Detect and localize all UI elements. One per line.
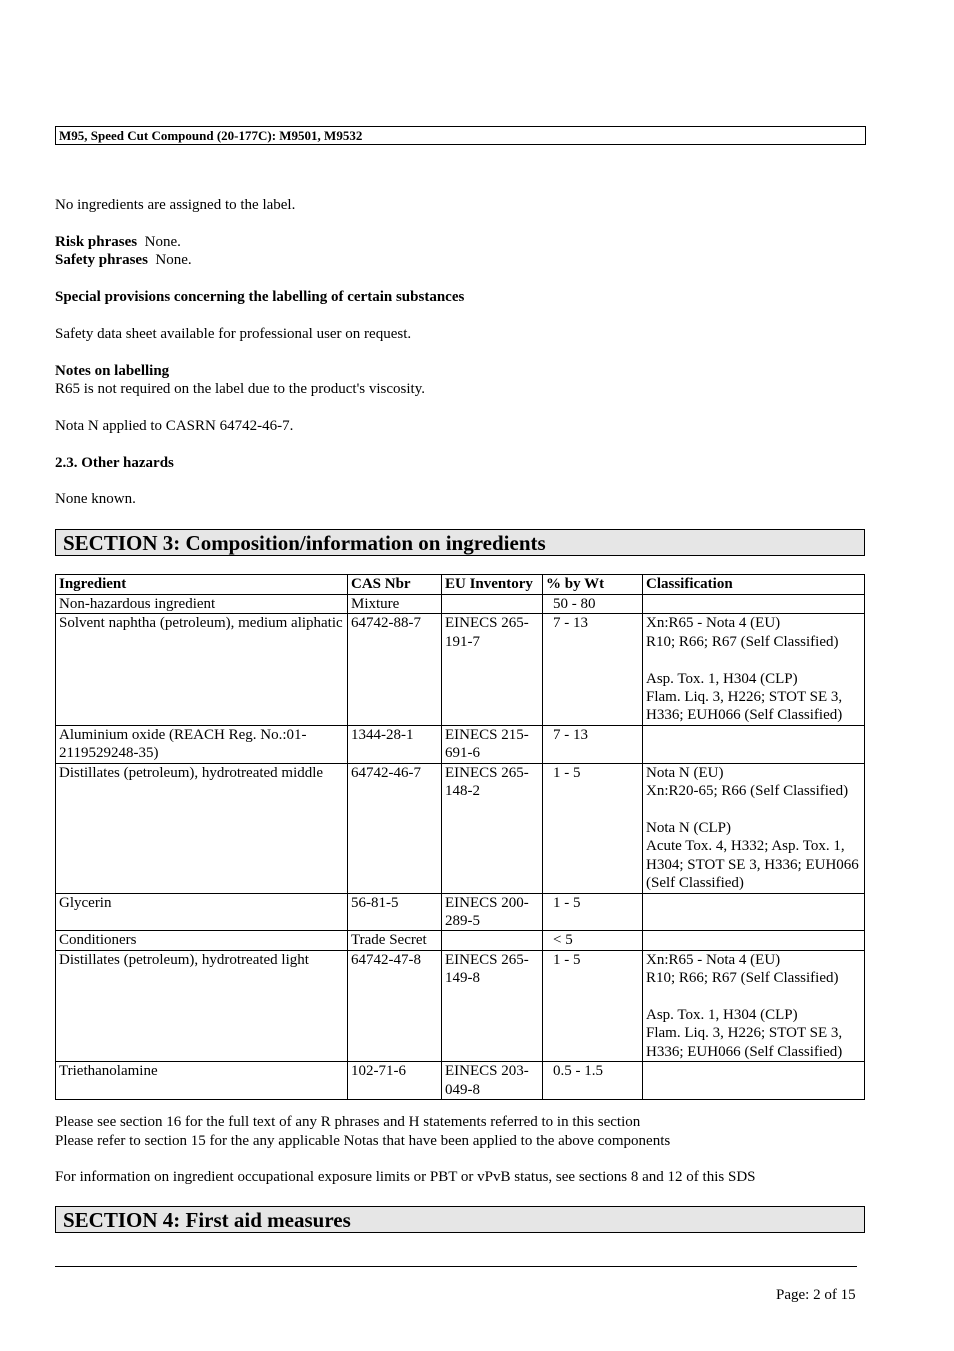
cell-eu-inventory xyxy=(442,595,543,614)
cell-eu-inventory: EINECS 200-289-5 xyxy=(442,893,543,931)
classification-line: Acute Tox. 4, H332; Asp. Tox. 1, H304; STOT SE 3, H336; EUH066 (Self Classified) xyxy=(646,838,859,892)
cell-ingredient: Distillates (petroleum), hydrotreated light xyxy=(56,950,348,1061)
section-3-note-3: For information on ingredient occupational exposure limits or PBT or vPvB status, see sections 8 and 12 of this SDS xyxy=(55,1169,756,1185)
table-header-row xyxy=(56,575,865,595)
notes-labelling-text-1: R65 is not required on the label due to the product's viscosity. xyxy=(55,381,425,397)
classification-line xyxy=(646,800,861,818)
section-3-bar xyxy=(55,529,865,556)
classification-line: Xn:R65 - Nota 4 (EU) xyxy=(646,951,781,968)
cell-classification xyxy=(643,893,865,931)
risk-phrases-label: Risk phrases xyxy=(55,234,138,250)
document-header-box xyxy=(55,126,866,145)
cell-cas: 64742-88-7 xyxy=(348,614,442,725)
cell-cas: 1344-28-1 xyxy=(348,725,442,763)
classification-line: Asp. Tox. 1, H304 (CLP) xyxy=(646,1006,798,1023)
notes-labelling-heading: Notes on labelling xyxy=(55,363,170,379)
risk-phrases-line xyxy=(55,233,181,251)
cell-classification xyxy=(643,1062,865,1100)
cell-cas: 64742-46-7 xyxy=(348,763,442,893)
notes-labelling-text-2: Nota N applied to CASRN 64742-46-7. xyxy=(55,418,294,434)
table-row xyxy=(56,931,865,950)
cell-classification xyxy=(643,950,865,1061)
classification-line: Xn:R65 - Nota 4 (EU) xyxy=(646,615,781,632)
cell-ingredient: Triethanolamine xyxy=(56,1062,348,1100)
product-title: M95, Speed Cut Compound (20-177C): M9501, M9532 xyxy=(59,128,363,143)
safety-phrases-label: Safety phrases xyxy=(55,252,148,268)
cell-eu-inventory xyxy=(442,931,543,950)
col-eu-inventory: EU Inventory xyxy=(442,575,543,595)
cell-classification xyxy=(643,595,865,614)
classification-line: Nota N (EU) xyxy=(646,764,724,781)
classification-line: Flam. Liq. 3, H226; STOT SE 3, H336; EUH066 (Self Classified) xyxy=(646,689,843,724)
cell-classification xyxy=(643,725,865,763)
cell-pct: 7 - 13 xyxy=(543,725,643,763)
cell-cas: Mixture xyxy=(348,595,442,614)
classification-line: Flam. Liq. 3, H226; STOT SE 3, H336; EUH066 (Self Classified) xyxy=(646,1025,843,1060)
cell-pct: 7 - 13 xyxy=(543,614,643,725)
special-provisions-text: Safety data sheet available for professional user on request. xyxy=(55,326,412,342)
cell-eu-inventory: EINECS 265-148-2 xyxy=(442,763,543,893)
col-cas: CAS Nbr xyxy=(348,575,442,595)
section-3-title: SECTION 3: Composition/information on ingredients xyxy=(63,531,546,555)
table-row xyxy=(56,950,865,1061)
cell-eu-inventory: EINECS 265-191-7 xyxy=(442,614,543,725)
table-row xyxy=(56,614,865,725)
safety-phrases-value: None. xyxy=(155,252,192,268)
cell-pct: 50 - 80 xyxy=(543,595,643,614)
table-row xyxy=(56,725,865,763)
cell-cas: Trade Secret xyxy=(348,931,442,950)
col-pct: % by Wt xyxy=(543,575,643,595)
cell-cas: 56-81-5 xyxy=(348,893,442,931)
cell-ingredient: Glycerin xyxy=(56,893,348,931)
table-row xyxy=(56,763,865,893)
col-ingredient: Ingredient xyxy=(56,575,348,595)
cell-ingredient: Aluminium oxide (REACH Reg. No.:01-2119529248-35) xyxy=(56,725,348,763)
other-hazards-text: None known. xyxy=(55,491,136,507)
page-number: Page: 2 of 15 xyxy=(776,1287,856,1303)
ingredients-table-body xyxy=(56,595,865,1100)
section-4-title: SECTION 4: First aid measures xyxy=(63,1208,351,1232)
no-ingredients-text: No ingredients are assigned to the label. xyxy=(55,197,296,213)
cell-eu-inventory: EINECS 203-049-8 xyxy=(442,1062,543,1100)
table-row xyxy=(56,1062,865,1100)
risk-phrases-value: None. xyxy=(144,234,181,250)
special-provisions-heading: Special provisions concerning the labelling of certain substances xyxy=(55,289,465,305)
cell-cas: 102-71-6 xyxy=(348,1062,442,1100)
ingredients-table xyxy=(55,574,865,1100)
classification-line: R10; R66; R67 (Self Classified) xyxy=(646,970,839,987)
cell-ingredient: Non-hazardous ingredient xyxy=(56,595,348,614)
cell-classification xyxy=(643,763,865,893)
cell-pct: < 5 xyxy=(543,931,643,950)
section-3-note-2: Please refer to section 15 for the any applicable Notas that have been applied to the above components xyxy=(55,1133,671,1149)
section-4-bar xyxy=(55,1206,865,1233)
classification-line: Nota N (CLP) xyxy=(646,819,731,836)
cell-eu-inventory: EINECS 265-149-8 xyxy=(442,950,543,1061)
cell-classification xyxy=(643,931,865,950)
cell-ingredient: Conditioners xyxy=(56,931,348,950)
cell-pct: 1 - 5 xyxy=(543,893,643,931)
cell-pct: 0.5 - 1.5 xyxy=(543,1062,643,1100)
col-classification: Classification xyxy=(643,575,865,595)
classification-line: Xn:R20-65; R66 (Self Classified) xyxy=(646,783,849,800)
footer-divider xyxy=(55,1266,857,1267)
cell-pct: 1 - 5 xyxy=(543,950,643,1061)
section-3-note-1: Please see section 16 for the full text of any R phrases and H statements referred to in this section xyxy=(55,1114,641,1130)
classification-line: Asp. Tox. 1, H304 (CLP) xyxy=(646,670,798,687)
cell-eu-inventory: EINECS 215-691-6 xyxy=(442,725,543,763)
cell-cas: 64742-47-8 xyxy=(348,950,442,1061)
classification-line xyxy=(646,651,861,669)
table-row xyxy=(56,595,865,614)
table-row xyxy=(56,893,865,931)
cell-classification xyxy=(643,614,865,725)
cell-ingredient: Distillates (petroleum), hydrotreated middle xyxy=(56,763,348,893)
safety-phrases-line xyxy=(55,251,192,269)
cell-ingredient: Solvent naphtha (petroleum), medium aliphatic xyxy=(56,614,348,725)
other-hazards-heading: 2.3. Other hazards xyxy=(55,455,174,471)
cell-pct: 1 - 5 xyxy=(543,763,643,893)
classification-line xyxy=(646,988,861,1006)
classification-line: R10; R66; R67 (Self Classified) xyxy=(646,633,839,650)
